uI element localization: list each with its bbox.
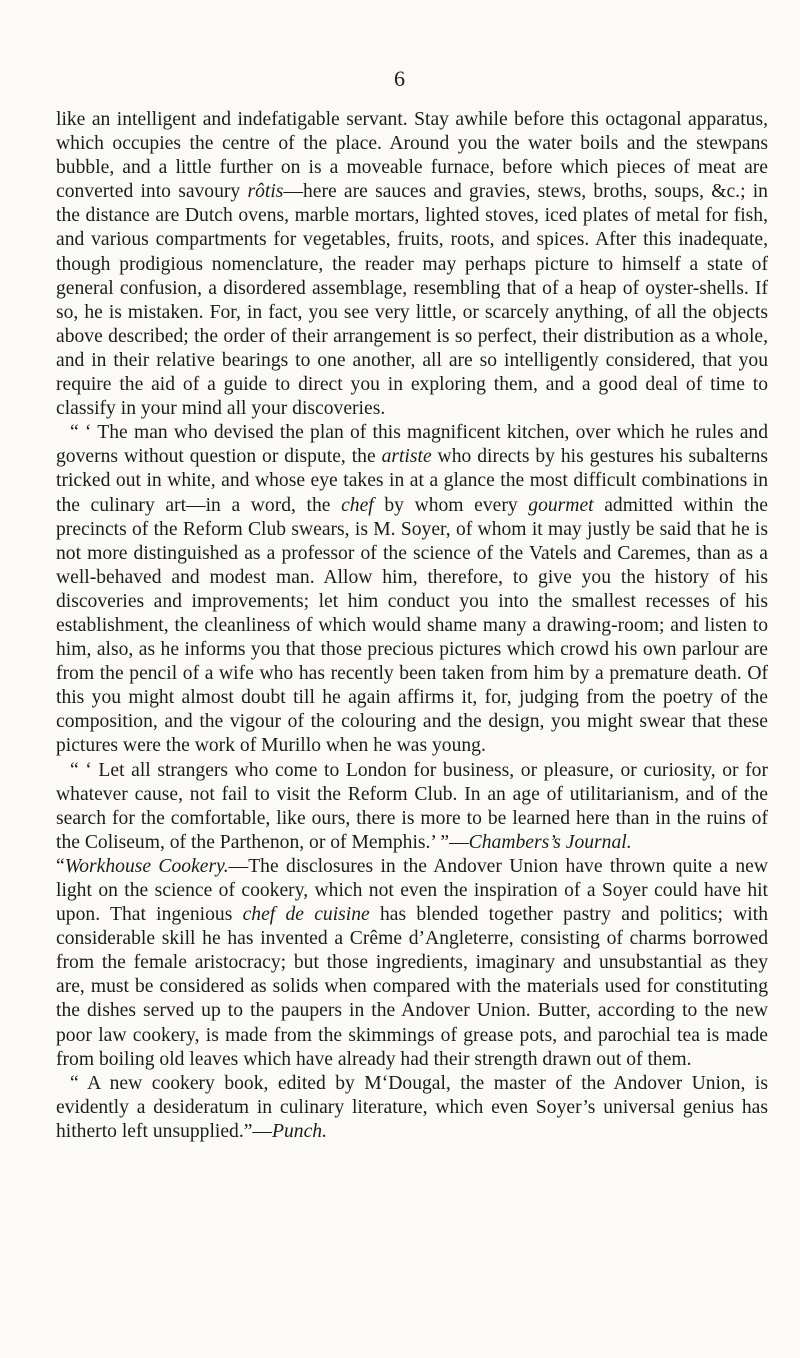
text-run: —here are sauces and gravies, stews, broths, soups, &c.; in the distance are Dutch ovens, marble mortars, lighted stoves, iced plates of metal for fish, and various compartments for vegetables, fruits, roots, and spices. After this inadequate, though prodigious nomenclature, the reader may perhaps picture to himself a state of general confusion, a disordered assemblage, resembling that of a heap of oyster-shells. If so, he is mistaken. For, in fact, you see very little, or scarcely anything, of all the objects above described; the order of their arrangement is so perfect, their distribution as a whole, and in their relative bearings to one another, all are so intelligently considered, that you require the aid of a guide to direct you in exploring them, and a good deal of time to classify in your mind all your discoveries. <box>56 181 768 420</box>
page-number: 6 <box>394 66 406 91</box>
italic-text: chef de cuisine <box>242 904 370 926</box>
text-run: —The disclosures in the Andover Union have thrown quite a new light on the science of cookery, which not even the inspiration of a Soyer could have hit upon. That ingenious <box>56 855 768 926</box>
text-run: “ A new cookery book, edited by M‘Dougal, the master of the Andover Union, is evidently a desideratum in culinary literature, which even Soyer’s universal genius has hitherto left unsupplied.”— <box>56 1072 768 1142</box>
paragraph-kitchen-description <box>56 108 768 421</box>
italic-text: chef <box>341 494 374 516</box>
italic-text: Chambers’s Journal. <box>468 831 632 853</box>
italic-text: gourmet <box>528 494 594 516</box>
italic-text: rôtis <box>247 181 284 203</box>
text-run: “ ‘ The man who devised the plan of this magnificent kitchen, over which he rules and governs without question or dispute, the <box>56 422 768 468</box>
body-text <box>56 108 768 1144</box>
text-run: like an intelligent and indefatigable servant. Stay awhile before this octagonal apparatus, which occupies the centre of the place. Around you the water boils and the stewpans bubble, and a little further on is a moveable furnace, before which pieces of meat are converted into savoury <box>56 109 768 203</box>
italic-text: Punch. <box>272 1120 327 1142</box>
paragraph-workhouse-cookery <box>56 855 768 1072</box>
text-run: by whom every <box>373 494 529 516</box>
italic-text: artiste <box>381 446 432 468</box>
text-run: has blended together pastry and politics; with considerable skill he has invented a Crême d’Angleterre, consisting of charms borrowed from the female aristocracy; but those ingredients, imaginary and unsubstantial as they are, must be considered as solids when compared with the materials used for constituting the dishes served up to the paupers in the Andover Union. Butter, according to the new poor law cookery, is made from the skimmings of grease pots, and parochial tea is made from boiling old leaves which have already had their strength drawn out of them. <box>56 904 768 1070</box>
text-run: admitted within the precincts of the Reform Club swears, is M. Soyer, of whom it may justly be said that he is not more distinguished as a professor of the science of the Vatels and Caremes, than as a well-behaved and modest man. Allow him, therefore, to give you the history of his discoveries and improvements; let him conduct you into the smallest recesses of his establishment, the cleanliness of which would shame many a drawing-room; and listen to him, also, as he informs you that those precious pictures which crowd his own parlour are from the pencil of a wife who has recently been taken from him by a premature death. Of this you might almost doubt till he again affirms it, for, judging from the poetry of the composition, and the vigour of the colouring and the design, you might swear that these pictures were the work of Murillo when he was young. <box>56 494 768 757</box>
paragraph-reform-club-visit <box>56 759 768 855</box>
text-run: “ <box>56 855 65 877</box>
italic-text: Workhouse Cookery. <box>64 855 229 877</box>
text-run: who directs by his gestures his subalterns tricked out in white, and whose eye takes in at a glance the most difficult combinations in the culinary art—in a word, the <box>56 446 768 516</box>
paragraph-soyer-quote <box>56 421 768 758</box>
text-run: “ ‘ Let all strangers who come to London for business, or pleasure, or curiosity, or for whatever cause, not fail to visit the Reform Club. In an age of utilitarianism, and of the search for the comfortable, like ours, there is more to be learned here than in the ruins of the Coliseum, of the Parthenon, or of Memphis.’ ”— <box>56 759 768 853</box>
paragraph-cookery-book <box>56 1072 768 1144</box>
